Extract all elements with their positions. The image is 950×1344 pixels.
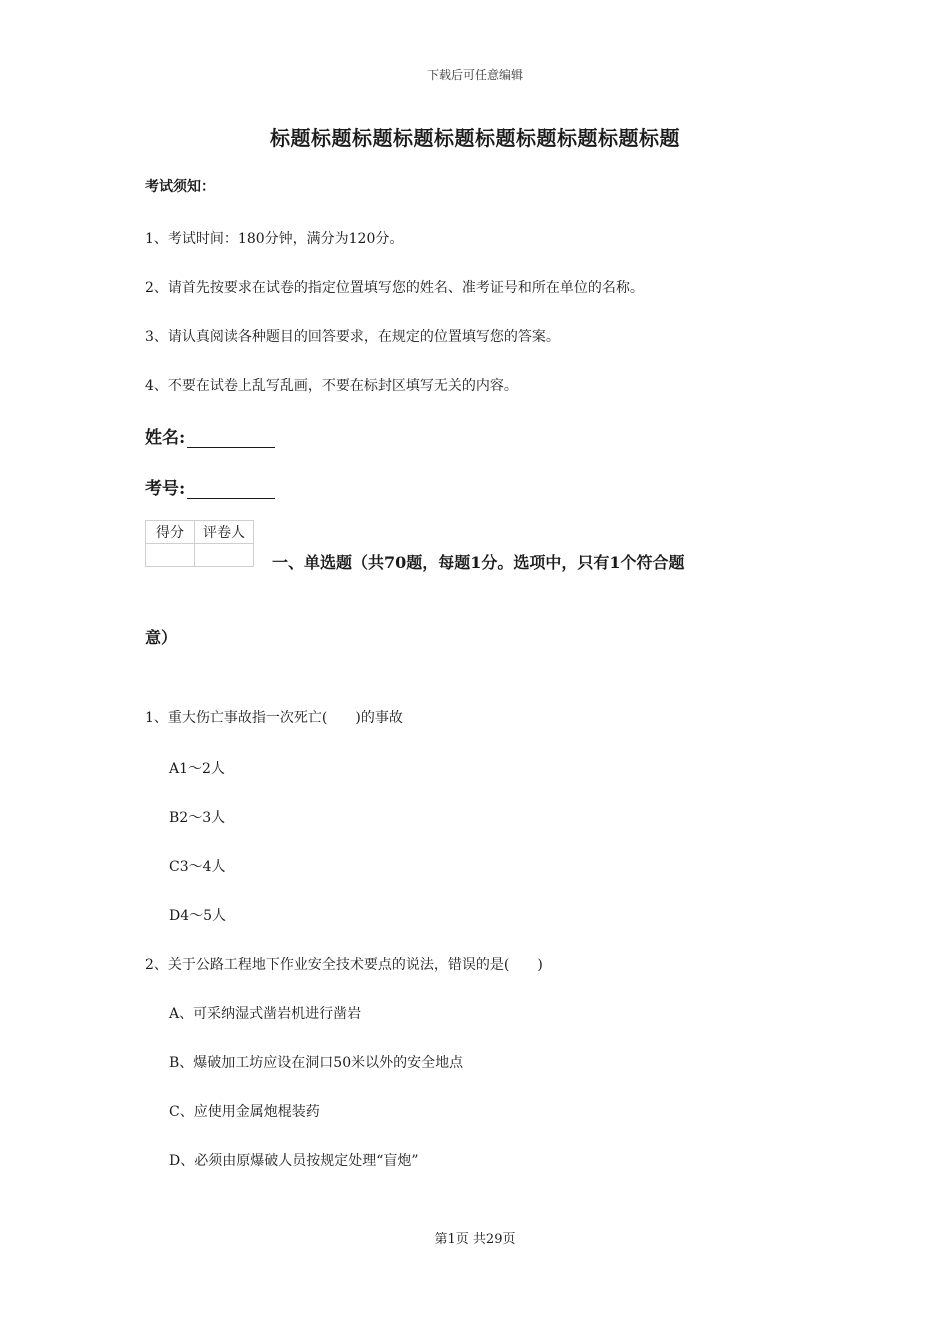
section-title: 一、单选题（共70题，每题1分。选项中，只有1个符合题 (272, 553, 685, 572)
name-blank[interactable] (187, 429, 275, 448)
question-1-option-a: A1～2人 (169, 761, 225, 777)
document-title: 标题标题标题标题标题标题标题标题标题标题 (270, 126, 680, 150)
grader-cell[interactable] (195, 544, 254, 567)
grader-header: 评卷人 (195, 521, 254, 544)
question-1: 1、重大伤亡事故指一次死亡( )的事故 (145, 710, 403, 726)
id-label: 考号: (145, 479, 186, 499)
question-2-option-c: C、应使用金属炮棍装药 (169, 1104, 320, 1120)
notice-rule-1: 1、考试时间：180分钟，满分为120分。 (145, 231, 404, 247)
id-field (145, 474, 275, 499)
notice-rule-4: 4、不要在试卷上乱写乱画，不要在标封区填写无关的内容。 (145, 378, 518, 394)
question-2-option-d: D、必须由原爆破人员按规定处理“盲炮” (169, 1153, 419, 1169)
question-2-option-b: B、爆破加工坊应设在洞口50米以外的安全地点 (169, 1055, 464, 1071)
id-blank[interactable] (187, 480, 275, 499)
section-title-continued: 意） (145, 628, 178, 647)
question-1-option-c: C3～4人 (169, 859, 226, 875)
score-header: 得分 (146, 521, 195, 544)
notice-rule-3: 3、请认真阅读各种题目的回答要求，在规定的位置填写您的答案。 (145, 329, 560, 345)
question-2-option-a: A、可采纳湿式凿岩机进行凿岩 (169, 1006, 362, 1022)
question-1-option-d: D4～5人 (169, 908, 227, 924)
header-note: 下载后可任意编辑 (426, 68, 523, 82)
page-footer: 第1页 共29页 (434, 1232, 516, 1247)
notice-rule-2: 2、请首先按要求在试卷的指定位置填写您的姓名、准考证号和所在单位的名称。 (145, 280, 644, 296)
name-field (145, 423, 275, 448)
score-table (145, 520, 254, 567)
score-cell[interactable] (146, 544, 195, 567)
notice-heading: 考试须知： (145, 179, 215, 195)
question-2: 2、关于公路工程地下作业安全技术要点的说法，错误的是( ) (145, 957, 543, 973)
question-1-option-b: B2～3人 (169, 810, 226, 826)
name-label: 姓名: (145, 428, 186, 448)
